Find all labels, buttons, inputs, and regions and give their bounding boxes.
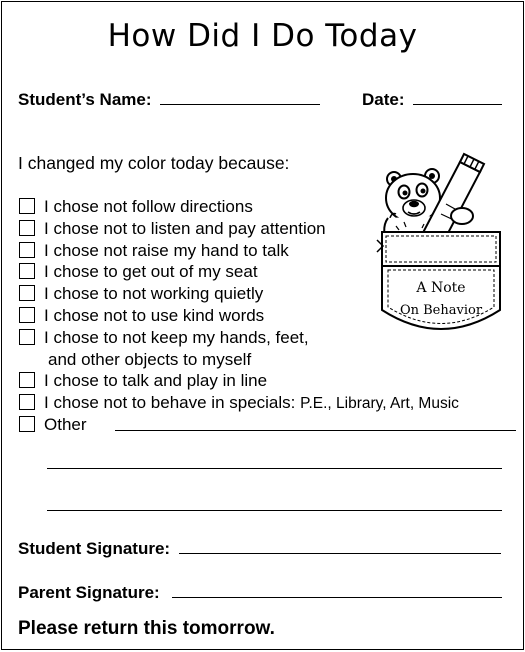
- parent-signature-line[interactable]: [172, 583, 502, 598]
- paw-icon: [451, 208, 473, 224]
- date-field[interactable]: [362, 90, 502, 110]
- checkbox[interactable]: [19, 285, 35, 301]
- checkbox[interactable]: [19, 394, 35, 410]
- list-item-label: I chose to not keep my hands, feet,: [44, 327, 309, 347]
- writing-line-1[interactable]: [47, 468, 502, 469]
- clipart-text-line-2: On Behavior: [399, 303, 483, 318]
- checkbox[interactable]: [19, 198, 35, 214]
- parent-signature-label: Parent Signature:: [18, 583, 160, 602]
- return-instruction: Please return this tomorrow.: [18, 618, 275, 639]
- checkbox[interactable]: [19, 329, 35, 345]
- list-item-label: [44, 392, 459, 415]
- checkbox[interactable]: [19, 307, 35, 323]
- student-signature-field[interactable]: [18, 539, 501, 559]
- checkbox[interactable]: [19, 372, 35, 388]
- list-item-label: I chose not raise my hand to talk: [44, 240, 289, 260]
- list-item-label-continuation: and other objects to myself: [48, 349, 252, 369]
- list-item-label: I chose to talk and play in line: [44, 371, 268, 391]
- student-name-line[interactable]: [160, 90, 320, 105]
- checkbox[interactable]: [19, 220, 35, 236]
- checkbox[interactable]: [19, 242, 35, 258]
- list-item-label: I chose not to listen and pay attention: [44, 218, 326, 238]
- page-title: How Did I Do Today: [107, 18, 418, 54]
- checkbox[interactable]: [19, 416, 35, 432]
- student-name-label: Student’s Name:: [18, 90, 152, 109]
- list-item-label: Other: [44, 414, 87, 434]
- student-signature-line[interactable]: [179, 539, 501, 554]
- bear-pocket-clipart: [374, 152, 506, 344]
- list-item-label: I chose to not working quietly: [44, 284, 264, 304]
- other-reason-line[interactable]: [115, 430, 516, 431]
- list-item-label: I chose not follow directions: [44, 197, 253, 216]
- reason-prompt: I changed my color today because:: [18, 153, 290, 173]
- clipart-text-line-1: A Note: [416, 280, 466, 296]
- list-item-label-main: I chose not to behave in specials:: [44, 393, 296, 413]
- parent-signature-field[interactable]: [18, 583, 502, 603]
- behavior-note-form: [1, 1, 524, 650]
- specials-list: P.E., Library, Art, Music: [300, 395, 459, 413]
- student-signature-label: Student Signature:: [18, 539, 171, 558]
- date-line[interactable]: [413, 90, 502, 105]
- writing-line-2[interactable]: [47, 510, 502, 511]
- date-label: Date:: [362, 90, 405, 109]
- list-item-label: I chose not to use kind words: [44, 305, 265, 325]
- checkbox[interactable]: [19, 263, 35, 279]
- student-name-field[interactable]: [18, 90, 320, 110]
- list-item-label: I chose to get out of my seat: [44, 262, 258, 282]
